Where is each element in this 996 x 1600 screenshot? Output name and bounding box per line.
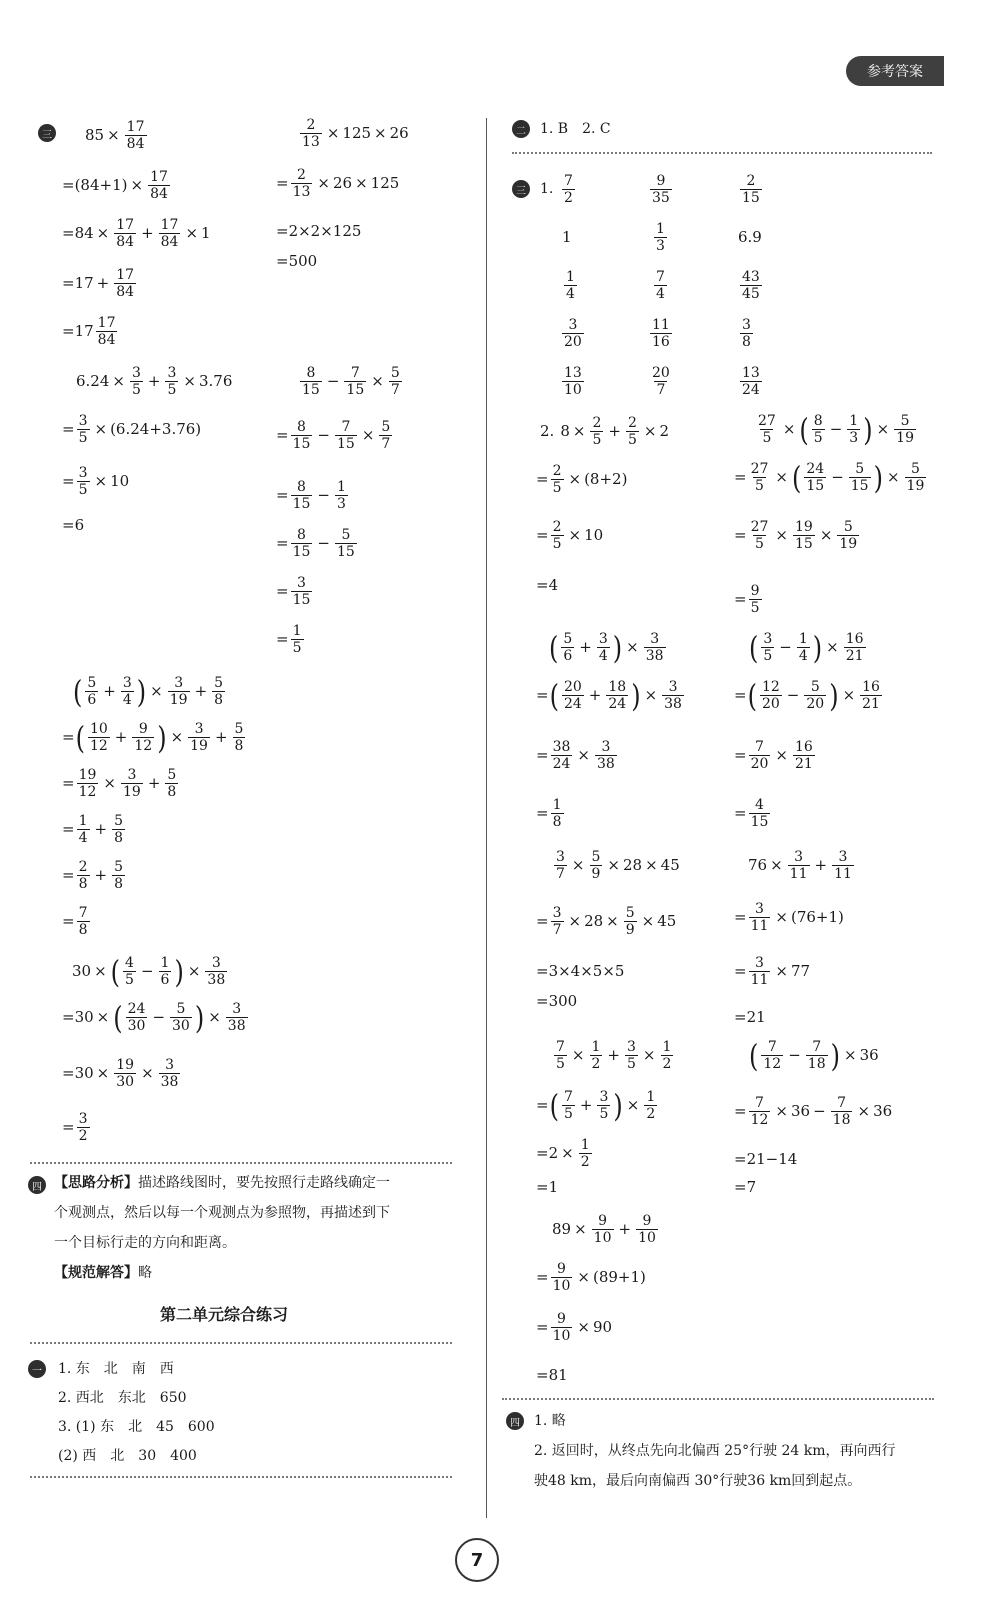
math-line: [734, 1180, 756, 1195]
math-line: = $\frac{3}{5}$ × (6.24+3.76): [62, 413, 202, 446]
math-line: ( $\frac{3}{5}$ − $\frac{1}{4}$ ) × $\frac{16}{21}$: [749, 629, 864, 666]
math-line: = $\frac{2}{5}$ × (8+2): [536, 463, 628, 496]
dotted-separator: [512, 152, 932, 154]
math-line: = ( $\frac{10}{12}$ + $\frac{9}{12}$ ) × $\frac{3}{19}$ + $\frac{5}{8}$: [62, 719, 244, 756]
math-line: 85 × $\frac{17}{84}$: [85, 119, 145, 152]
answer-key-tag: 参考答案: [846, 56, 944, 86]
math-line: = $\frac{1}{5}$: [276, 623, 302, 656]
grid-cell: $\frac{1}{4}$: [566, 269, 575, 302]
math-line: [276, 254, 317, 269]
right-section-3-badge: 三: [512, 180, 530, 198]
math-line: $\frac{27}{5}$ × ( $\frac{8}{5}$ − $\frac{1}{3}$ ) × $\frac{5}{19}$: [758, 411, 914, 448]
math-line: = $\frac{9}{5}$: [734, 583, 760, 616]
math-line: 6.24 × $\frac{3}{5}$ + $\frac{3}{5}$ × 3.76: [76, 365, 233, 398]
grid-cell: $\frac{2}{15}$: [742, 173, 760, 206]
math-line: [62, 518, 84, 533]
result-text: =500: [276, 252, 318, 270]
grid-cell: $\frac{3}{8}$: [742, 317, 751, 350]
result-text: =17: [62, 322, 94, 340]
unit-answer-2: 2. 西北 东北 650: [58, 1390, 187, 1406]
analysis-label: 【思路分析】: [54, 1175, 138, 1191]
math-line: $\frac{8}{15}$ − $\frac{7}{15}$ × $\frac{5}{7}$: [302, 365, 400, 398]
math-line: =17 + $\frac{17}{84}$: [62, 267, 135, 300]
math-line: 2. 8 × $\frac{2}{5}$ + $\frac{2}{5}$ × 2: [540, 415, 669, 448]
result-text: =6: [62, 516, 85, 534]
math-line: = $\frac{3}{7}$ × 28 × $\frac{5}{9}$ × 45: [536, 905, 677, 938]
column-divider: [486, 118, 487, 1518]
math-line: 30 × ( $\frac{4}{5}$ − $\frac{1}{6}$ ) × $\frac{3}{38}$: [72, 953, 226, 990]
unit-title: 第二单元综合练习: [160, 1305, 289, 1324]
math-line: 89 × $\frac{9}{10}$ + $\frac{9}{10}$: [552, 1213, 656, 1246]
math-line: = $\frac{3}{5}$ × 10: [62, 465, 130, 498]
grid-cell: $\frac{13}{10}$: [564, 365, 582, 398]
math-line: ( $\frac{5}{6}$ + $\frac{3}{4}$ ) × $\frac{3}{38}$: [549, 629, 664, 666]
math-line: =84 × $\frac{17}{84}$ + $\frac{17}{84}$ × 1: [62, 217, 211, 250]
math-line: = $\frac{27}{5}$ × $\frac{19}{15}$ × $\frac{5}{19}$: [734, 519, 858, 552]
answer-label: 【规范解答】: [54, 1265, 138, 1281]
math-line: = $\frac{8}{15}$ − $\frac{7}{15}$ × $\frac{5}{7}$: [276, 419, 391, 452]
math-line: =3×4×5×5: [536, 962, 625, 980]
math-line: =(84+1) × $\frac{17}{84}$: [62, 169, 168, 202]
grid-cell: $\frac{20}{7}$: [652, 365, 670, 398]
math-line: [536, 578, 558, 593]
unit-answer-1: 1. 东 北 南 西: [58, 1361, 174, 1377]
result-text: =4: [536, 576, 559, 594]
section-3-badge: 三: [38, 124, 56, 142]
math-line: = $\frac{3}{11}$ × (76+1): [734, 901, 844, 934]
grid-cell: $\frac{7}{2}$: [564, 173, 573, 206]
math-line: [536, 1180, 558, 1195]
math-line: = $\frac{1}{4}$ + $\frac{5}{8}$: [62, 813, 123, 846]
math-line: = ( $\frac{7}{5}$ + $\frac{3}{5}$ ) × $\frac{1}{2}$: [536, 1087, 656, 1124]
grid-cell: 1: [562, 228, 572, 246]
math-line: [734, 1010, 766, 1025]
unit-answer-3: 3. (1) 东 北 45 600: [58, 1419, 215, 1435]
grid-cell: 6.9: [738, 228, 762, 246]
math-line: = $\frac{2}{5}$ × 10: [536, 519, 604, 552]
right-section-2-badge: 二: [512, 120, 530, 138]
grid-cell: $\frac{43}{45}$: [742, 269, 760, 302]
math-line: = $\frac{3}{2}$: [62, 1111, 88, 1144]
unit-section-1-badge: 一: [28, 1360, 46, 1378]
math-line: =2×2×125: [276, 222, 362, 240]
math-line: ( $\frac{5}{6}$ + $\frac{3}{4}$ ) × $\frac{3}{19}$ + $\frac{5}{8}$: [73, 673, 224, 710]
math-line: = ( $\frac{12}{20}$ − $\frac{5}{20}$ ) × $\frac{16}{21}$: [734, 677, 880, 714]
math-line: =17 $\frac{17}{84}$: [62, 315, 116, 348]
math-line: =30 × $\frac{19}{30}$ × $\frac{3}{38}$: [62, 1057, 179, 1090]
math-line: =21−14: [734, 1150, 798, 1168]
math-line: = $\frac{19}{12}$ × $\frac{3}{19}$ + $\frac{5}{8}$: [62, 767, 177, 800]
right-section-4-badge: 四: [506, 1412, 524, 1430]
math-line: = $\frac{9}{10}$ × 90: [536, 1311, 613, 1344]
grid-cell: $\frac{1}{3}$: [656, 221, 665, 254]
result-text: =300: [536, 992, 578, 1010]
math-line: [536, 1368, 568, 1383]
part-label: 2.: [540, 422, 555, 440]
math-line: = $\frac{3}{15}$: [276, 575, 311, 608]
grid-cell: $\frac{7}{4}$: [656, 269, 665, 302]
result-text: =7: [734, 1178, 757, 1196]
right-section-2-text: 1. B 2. C: [540, 121, 611, 137]
math-line: = $\frac{38}{24}$ × $\frac{3}{38}$: [536, 739, 615, 772]
math-line: = $\frac{9}{10}$ × (89+1): [536, 1261, 646, 1294]
math-line: $\frac{2}{13}$ × 125 × 26: [302, 117, 409, 150]
grid-cell: $\frac{9}{35}$: [652, 173, 670, 206]
result-text: =21: [734, 1008, 766, 1026]
result-text: =1: [536, 1178, 559, 1196]
right-section-4-answer-1: 1. 略: [534, 1413, 566, 1429]
math-line: = $\frac{1}{8}$: [536, 797, 562, 830]
math-line: 76 × $\frac{3}{11}$ + $\frac{3}{11}$: [748, 849, 852, 882]
math-line: [536, 994, 577, 1009]
unit-answer-4: (2) 西 北 30 400: [58, 1448, 197, 1464]
right-section-3-label: 1.: [540, 181, 554, 197]
math-line: = $\frac{4}{15}$: [734, 797, 769, 830]
dotted-separator: [30, 1162, 452, 1164]
math-line: $\frac{7}{5}$ × $\frac{1}{2}$ + $\frac{3}{5}$ × $\frac{1}{2}$: [556, 1039, 672, 1072]
math-line: = ( $\frac{20}{24}$ + $\frac{18}{24}$ ) × $\frac{3}{38}$: [536, 677, 682, 714]
math-line: ( $\frac{7}{12}$ − $\frac{7}{18}$ ) × 36: [749, 1037, 879, 1074]
page-number: 7: [455, 1538, 499, 1582]
section-4-badge: 四: [28, 1176, 46, 1194]
math-line: = $\frac{2}{8}$ + $\frac{5}{8}$: [62, 859, 123, 892]
math-line: = $\frac{8}{15}$ − $\frac{5}{15}$: [276, 527, 355, 560]
math-line: =30 × ( $\frac{24}{30}$ − $\frac{5}{30}$ ) × $\frac{3}{38}$: [62, 999, 246, 1036]
math-line: = $\frac{3}{11}$ × 77: [734, 955, 811, 988]
math-line: = $\frac{27}{5}$ × ( $\frac{24}{15}$ − $\frac{5}{15}$ ) × $\frac{5}{19}$: [734, 459, 925, 496]
right-section-4-answer-2: 2. 返回时，从终点先向北偏西 25°行驶 24 km，再向西行 驶48 km，最后向南偏西 30°行驶36 km回到起点。: [534, 1443, 896, 1489]
dotted-separator: [30, 1476, 452, 1478]
result-text: =81: [536, 1366, 568, 1384]
grid-cell: $\frac{11}{16}$: [652, 317, 670, 350]
grid-cell: $\frac{3}{20}$: [564, 317, 582, 350]
math-line: = $\frac{8}{15}$ − $\frac{1}{3}$: [276, 479, 346, 512]
grid-cell: $\frac{13}{24}$: [742, 365, 760, 398]
dotted-separator: [30, 1342, 452, 1344]
math-line: = $\frac{7}{8}$: [62, 905, 88, 938]
math-line: = $\frac{2}{13}$ × 26 × 125: [276, 167, 400, 200]
dotted-separator: [502, 1398, 934, 1400]
math-line: = $\frac{7}{20}$ × $\frac{16}{21}$: [734, 739, 813, 772]
math-line: =2 × $\frac{1}{2}$: [536, 1137, 590, 1170]
analysis-paragraph: 【思路分析】描述路线图时，要先按照行走路线确定一 个观测点，然后以每一个观测点为参照物，再描述到下 一个目标行走的方向和距离。 【规范解答】略: [54, 1175, 390, 1281]
math-line: $\frac{3}{7}$ × $\frac{5}{9}$ × 28 × 45: [556, 849, 680, 882]
math-line: = $\frac{7}{12}$ × 36 − $\frac{7}{18}$ × 36: [734, 1095, 893, 1128]
